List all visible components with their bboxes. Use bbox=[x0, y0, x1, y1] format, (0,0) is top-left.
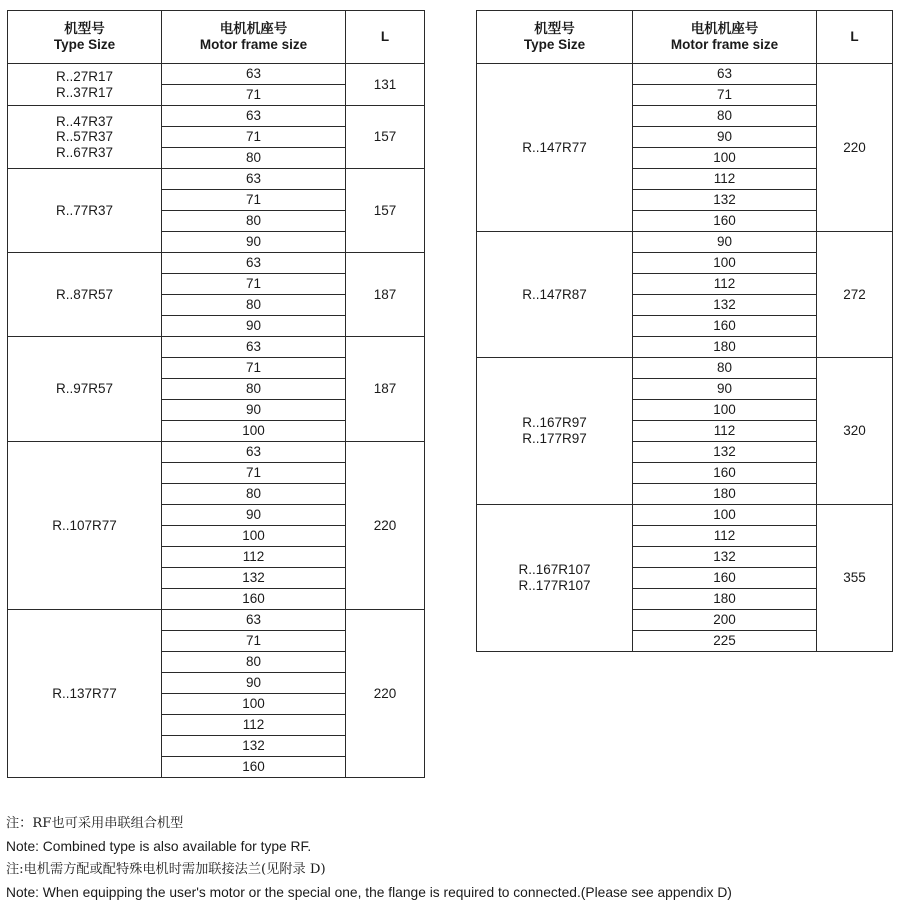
type-size-label: R..57R37 bbox=[55, 129, 114, 145]
table-row bbox=[8, 64, 425, 85]
frame-size-cell: 71 bbox=[162, 190, 346, 211]
frame-size-cell: 132 bbox=[633, 547, 817, 568]
l-value-cell: 157 bbox=[346, 169, 425, 253]
note-flange-en: Note: When equipping the user's motor or the special one, the flange is required to connected.(Please see appendix D) bbox=[6, 885, 732, 900]
note-flange-cn: 注:电机需方配或配特殊电机时需加联接法兰(见附录 D) bbox=[6, 862, 326, 877]
l-value-cell: 131 bbox=[346, 64, 425, 106]
frame-size-cell: 160 bbox=[633, 211, 817, 232]
frame-size-cell: 180 bbox=[633, 337, 817, 358]
frame-size-cell: 90 bbox=[162, 400, 346, 421]
header-frame-size bbox=[633, 11, 817, 64]
table-row bbox=[8, 610, 425, 631]
type-size-label: R..87R57 bbox=[55, 286, 114, 302]
type-size-cell bbox=[477, 232, 633, 358]
frame-size-cell: 63 bbox=[162, 610, 346, 631]
type-size-label: R..177R97 bbox=[522, 431, 587, 446]
l-value-cell: 187 bbox=[346, 253, 425, 337]
l-value-cell: 187 bbox=[346, 337, 425, 442]
frame-size-cell: 160 bbox=[162, 589, 346, 610]
type-size-label: R..147R77 bbox=[522, 139, 587, 155]
frame-size-cell: 63 bbox=[162, 64, 346, 85]
type-size-cell bbox=[477, 358, 633, 505]
frame-size-cell: 80 bbox=[162, 211, 346, 232]
header-frame-en: Motor frame size bbox=[199, 37, 308, 52]
frame-size-cell: 71 bbox=[162, 274, 346, 295]
frame-size-cell: 180 bbox=[633, 589, 817, 610]
header-l: L bbox=[346, 11, 425, 64]
frame-size-cell: 90 bbox=[162, 232, 346, 253]
header-row bbox=[8, 11, 425, 64]
table-body-left bbox=[8, 64, 425, 778]
note-rf-cn: 注：RF也可采用串联组合机型 bbox=[6, 816, 184, 831]
frame-size-cell: 90 bbox=[633, 379, 817, 400]
frame-size-cell: 80 bbox=[162, 295, 346, 316]
frame-size-cell: 112 bbox=[162, 547, 346, 568]
header-type-size bbox=[8, 11, 162, 64]
frame-size-cell: 63 bbox=[162, 442, 346, 463]
frame-size-cell: 160 bbox=[633, 316, 817, 337]
frame-size-cell: 160 bbox=[633, 463, 817, 484]
type-size-cell bbox=[8, 64, 162, 106]
header-row bbox=[477, 11, 893, 64]
spec-table-left bbox=[7, 10, 425, 778]
table-row bbox=[477, 358, 893, 379]
frame-size-cell: 80 bbox=[633, 358, 817, 379]
type-size-cell bbox=[8, 253, 162, 337]
spec-table-right bbox=[476, 10, 893, 652]
notes-section bbox=[6, 812, 896, 904]
header-l: L bbox=[817, 11, 893, 64]
frame-size-cell: 90 bbox=[162, 673, 346, 694]
table-row bbox=[8, 337, 425, 358]
table-row bbox=[477, 505, 893, 526]
type-size-cell bbox=[8, 337, 162, 442]
header-type-en: Type Size bbox=[523, 37, 586, 52]
frame-size-cell: 63 bbox=[633, 64, 817, 85]
frame-size-cell: 71 bbox=[162, 85, 346, 106]
header-frame-cn: 电机机座号 bbox=[219, 21, 288, 37]
frame-size-cell: 71 bbox=[162, 631, 346, 652]
type-size-label: R..167R97 bbox=[522, 415, 587, 431]
frame-size-cell: 132 bbox=[162, 568, 346, 589]
note-rf-en: Note: Combined type is also available for type RF. bbox=[6, 839, 312, 854]
frame-size-cell: 100 bbox=[162, 421, 346, 442]
type-size-cell bbox=[8, 610, 162, 778]
type-size-cell bbox=[8, 442, 162, 610]
l-value-cell: 355 bbox=[817, 505, 893, 652]
frame-size-cell: 100 bbox=[633, 400, 817, 421]
frame-size-cell: 71 bbox=[162, 358, 346, 379]
l-value-cell: 220 bbox=[346, 442, 425, 610]
l-value-cell: 220 bbox=[346, 610, 425, 778]
frame-size-cell: 112 bbox=[633, 274, 817, 295]
type-size-label: R..77R37 bbox=[55, 202, 114, 218]
frame-size-cell: 90 bbox=[162, 316, 346, 337]
header-frame-cn: 电机机座号 bbox=[690, 21, 759, 37]
type-size-label: R..67R37 bbox=[55, 144, 114, 160]
frame-size-cell: 100 bbox=[633, 253, 817, 274]
type-size-label: R..167R107 bbox=[518, 562, 591, 578]
frame-size-cell: 225 bbox=[633, 631, 817, 652]
frame-size-cell: 112 bbox=[633, 526, 817, 547]
frame-size-cell: 71 bbox=[162, 463, 346, 484]
frame-size-cell: 90 bbox=[162, 505, 346, 526]
frame-size-cell: 160 bbox=[633, 568, 817, 589]
frame-size-cell: 112 bbox=[633, 169, 817, 190]
type-size-label: R..147R87 bbox=[522, 286, 587, 302]
frame-size-cell: 63 bbox=[162, 106, 346, 127]
table-row bbox=[477, 64, 893, 85]
frame-size-cell: 90 bbox=[633, 232, 817, 253]
l-value-cell: 272 bbox=[817, 232, 893, 358]
type-size-label: R..177R107 bbox=[518, 578, 591, 593]
frame-size-cell: 200 bbox=[633, 610, 817, 631]
header-type-cn: 机型号 bbox=[64, 21, 105, 37]
l-value-cell: 320 bbox=[817, 358, 893, 505]
frame-size-cell: 180 bbox=[633, 484, 817, 505]
type-size-cell bbox=[8, 106, 162, 169]
header-type-size bbox=[477, 11, 633, 64]
frame-size-cell: 80 bbox=[162, 379, 346, 400]
frame-size-cell: 63 bbox=[162, 169, 346, 190]
frame-size-cell: 112 bbox=[633, 421, 817, 442]
frame-size-cell: 80 bbox=[162, 484, 346, 505]
frame-size-cell: 100 bbox=[162, 694, 346, 715]
frame-size-cell: 132 bbox=[633, 190, 817, 211]
type-size-cell bbox=[477, 64, 633, 232]
header-type-en: Type Size bbox=[53, 37, 116, 52]
frame-size-cell: 132 bbox=[633, 442, 817, 463]
frame-size-cell: 80 bbox=[633, 106, 817, 127]
frame-size-cell: 80 bbox=[162, 148, 346, 169]
frame-size-cell: 71 bbox=[162, 127, 346, 148]
frame-size-cell: 71 bbox=[633, 85, 817, 106]
type-size-cell bbox=[477, 505, 633, 652]
header-frame-size bbox=[162, 11, 346, 64]
frame-size-cell: 90 bbox=[633, 127, 817, 148]
type-size-label: R..27R17 bbox=[55, 68, 114, 84]
frame-size-cell: 132 bbox=[633, 295, 817, 316]
header-frame-en: Motor frame size bbox=[670, 37, 779, 52]
frame-size-cell: 80 bbox=[162, 652, 346, 673]
type-size-label: R..107R77 bbox=[52, 517, 117, 533]
frame-size-cell: 112 bbox=[162, 715, 346, 736]
type-size-label: R..37R17 bbox=[55, 84, 114, 100]
table-row bbox=[8, 169, 425, 190]
type-size-label: R..137R77 bbox=[52, 685, 117, 701]
type-size-label: R..97R57 bbox=[55, 381, 114, 397]
frame-size-cell: 63 bbox=[162, 253, 346, 274]
type-size-cell bbox=[8, 169, 162, 253]
table-row bbox=[8, 253, 425, 274]
table-row bbox=[8, 106, 425, 127]
frame-size-cell: 100 bbox=[633, 148, 817, 169]
table-body-right bbox=[477, 64, 893, 652]
frame-size-cell: 63 bbox=[162, 337, 346, 358]
frame-size-cell: 100 bbox=[162, 526, 346, 547]
frame-size-cell: 100 bbox=[633, 505, 817, 526]
frame-size-cell: 132 bbox=[162, 736, 346, 757]
l-value-cell: 157 bbox=[346, 106, 425, 169]
table-row bbox=[8, 442, 425, 463]
header-type-cn: 机型号 bbox=[534, 21, 575, 37]
frame-size-cell: 160 bbox=[162, 757, 346, 778]
table-row bbox=[477, 232, 893, 253]
type-size-label: R..47R37 bbox=[55, 113, 114, 129]
l-value-cell: 220 bbox=[817, 64, 893, 232]
